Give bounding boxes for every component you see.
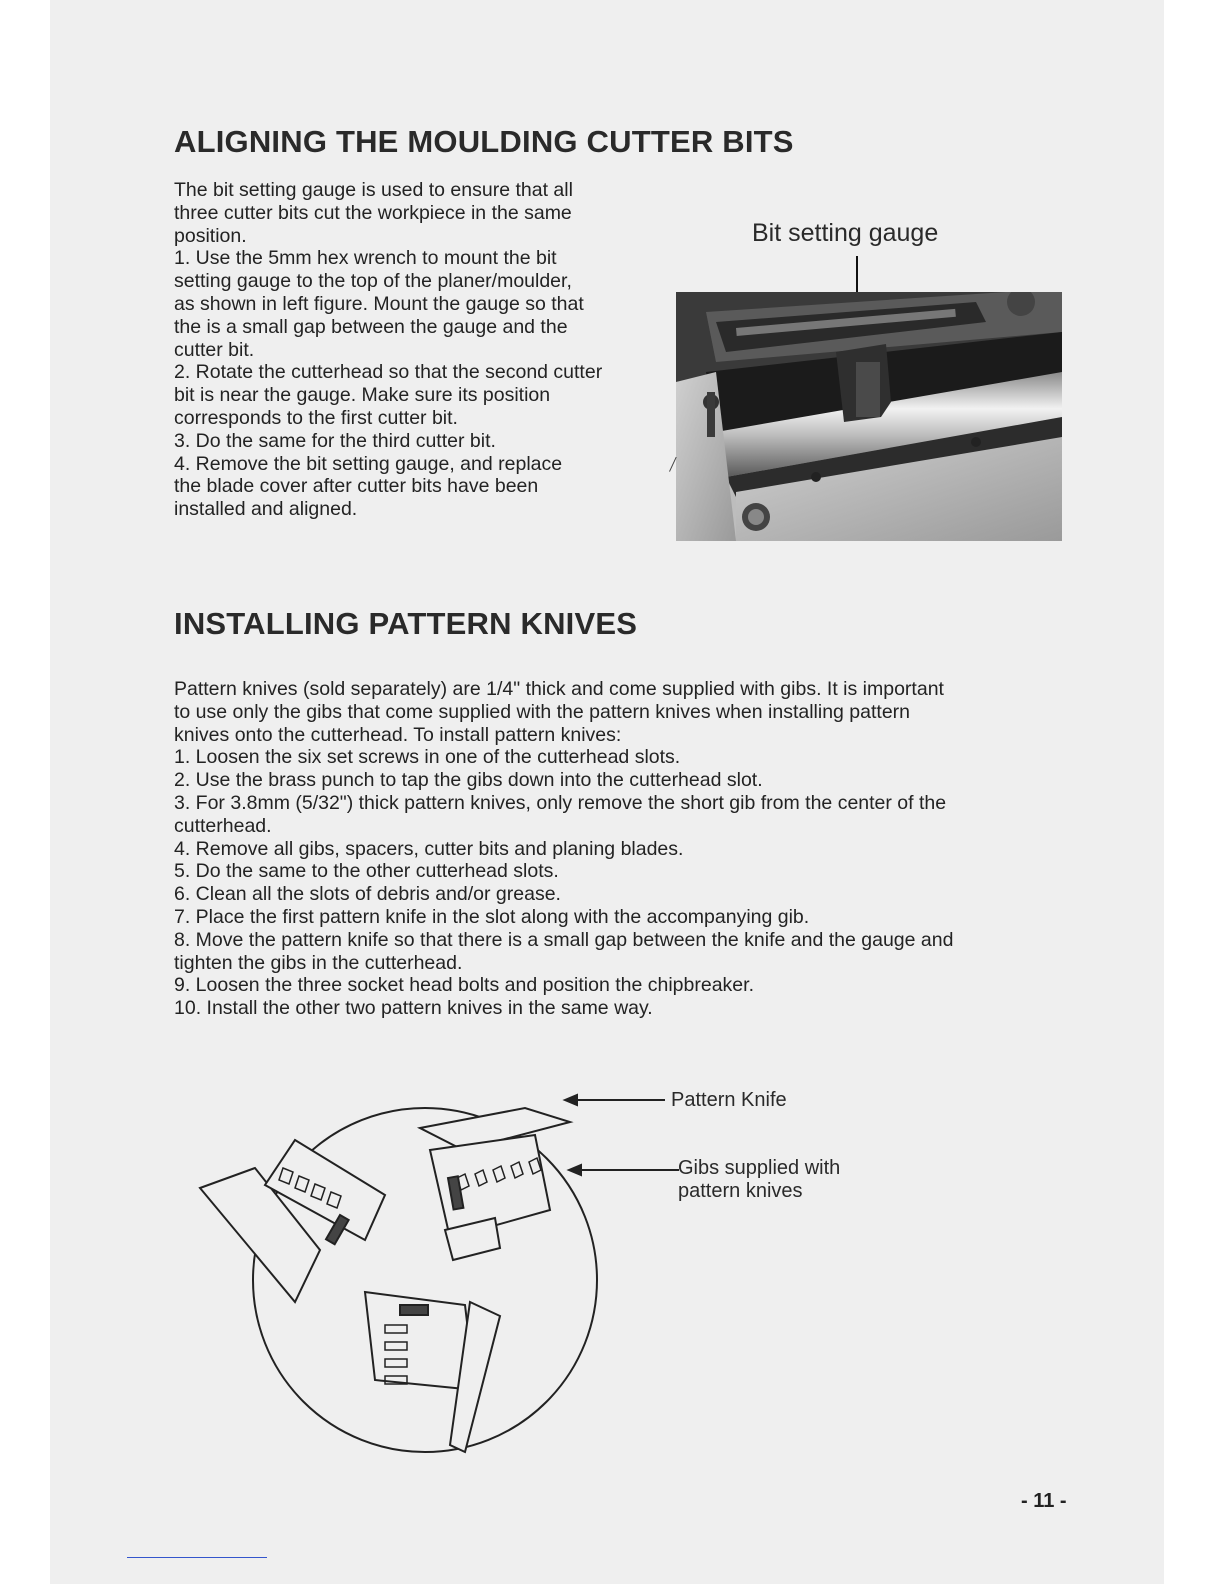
planer-gauge-photo xyxy=(676,292,1062,541)
diagram-label-gibs-line2: pattern knives xyxy=(678,1180,803,1202)
cutterhead-pattern-knives-diagram xyxy=(195,1080,795,1465)
text-line: 1. Loosen the six set screws in one of the cutterhead slots. xyxy=(174,746,681,769)
text-line: 2. Use the brass punch to tap the gibs down into the cutterhead slot. xyxy=(174,769,763,792)
text-line: three cutter bits cut the workpiece in the same xyxy=(174,201,572,224)
text-line: the blade cover after cutter bits have been xyxy=(174,475,539,498)
scan-margin-right xyxy=(1164,0,1224,1584)
text-line: 4. Remove the bit setting gauge, and replace xyxy=(174,452,563,475)
text-line: installed and aligned. xyxy=(174,498,358,521)
text-line: cutter bit. xyxy=(174,338,255,361)
scan-margin-left xyxy=(0,0,50,1584)
text-line: setting gauge to the top of the planer/moulder, xyxy=(174,270,572,293)
text-line: 8. Move the pattern knife so that there is a small gap between the knife and the gauge and xyxy=(174,928,954,951)
text-line: 3. For 3.8mm (5/32") thick pattern knives, only remove the short gib from the center of the xyxy=(174,791,947,814)
diagram-label-pattern-knife: Pattern Knife xyxy=(671,1089,787,1111)
text-line: cutterhead. xyxy=(174,814,272,837)
diagram-label-gibs-line1: Gibs supplied with xyxy=(678,1157,841,1179)
text-line: the is a small gap between the gauge and the xyxy=(174,315,568,338)
installing-instructions xyxy=(174,678,953,1020)
section-heading-aligning: ALIGNING THE MOULDING CUTTER BITS xyxy=(174,124,794,159)
text-line: Pattern knives (sold separately) are 1/4" thick and come supplied with gibs. It is important xyxy=(174,678,944,700)
text-line: 9. Loosen the three socket head bolts and position the chipbreaker. xyxy=(174,974,754,997)
text-line: corresponds to the first cutter bit. xyxy=(174,406,458,429)
text-line: 6. Clean all the slots of debris and/or grease. xyxy=(174,883,561,906)
text-line: bit is near the gauge. Make sure its position xyxy=(174,384,551,407)
text-line: 5. Do the same to the other cutterhead slots. xyxy=(174,860,559,883)
photo-label-bit-setting-gauge: Bit setting gauge xyxy=(752,219,939,247)
text-line: as shown in left figure. Mount the gauge so that xyxy=(174,292,584,315)
text-line: 1. Use the 5mm hex wrench to mount the bit xyxy=(174,247,557,270)
text-line: The bit setting gauge is used to ensure that all xyxy=(174,179,573,201)
text-line: knives onto the cutterhead. To install pattern knives: xyxy=(174,723,622,746)
aligning-instructions xyxy=(174,179,602,521)
section-heading-installing: INSTALLING PATTERN KNIVES xyxy=(174,606,638,641)
text-line: to use only the gibs that come supplied with the pattern knives when installing pattern xyxy=(174,700,911,723)
text-line: 3. Do the same for the third cutter bit. xyxy=(174,429,496,452)
page-number: - 11 - xyxy=(1021,1490,1067,1512)
text-line: tighten the gibs in the cutterhead. xyxy=(174,951,463,974)
text-line: 2. Rotate the cutterhead so that the second cutter xyxy=(174,361,603,384)
text-line: 4. Remove all gibs, spacers, cutter bits and planing blades. xyxy=(174,837,684,860)
footnote-rule xyxy=(127,1557,267,1558)
text-line: 10. Install the other two pattern knives in the same way. xyxy=(174,997,653,1020)
text-line: 7. Place the first pattern knife in the slot along with the accompanying gib. xyxy=(174,905,810,928)
text-line: position. xyxy=(174,224,247,247)
